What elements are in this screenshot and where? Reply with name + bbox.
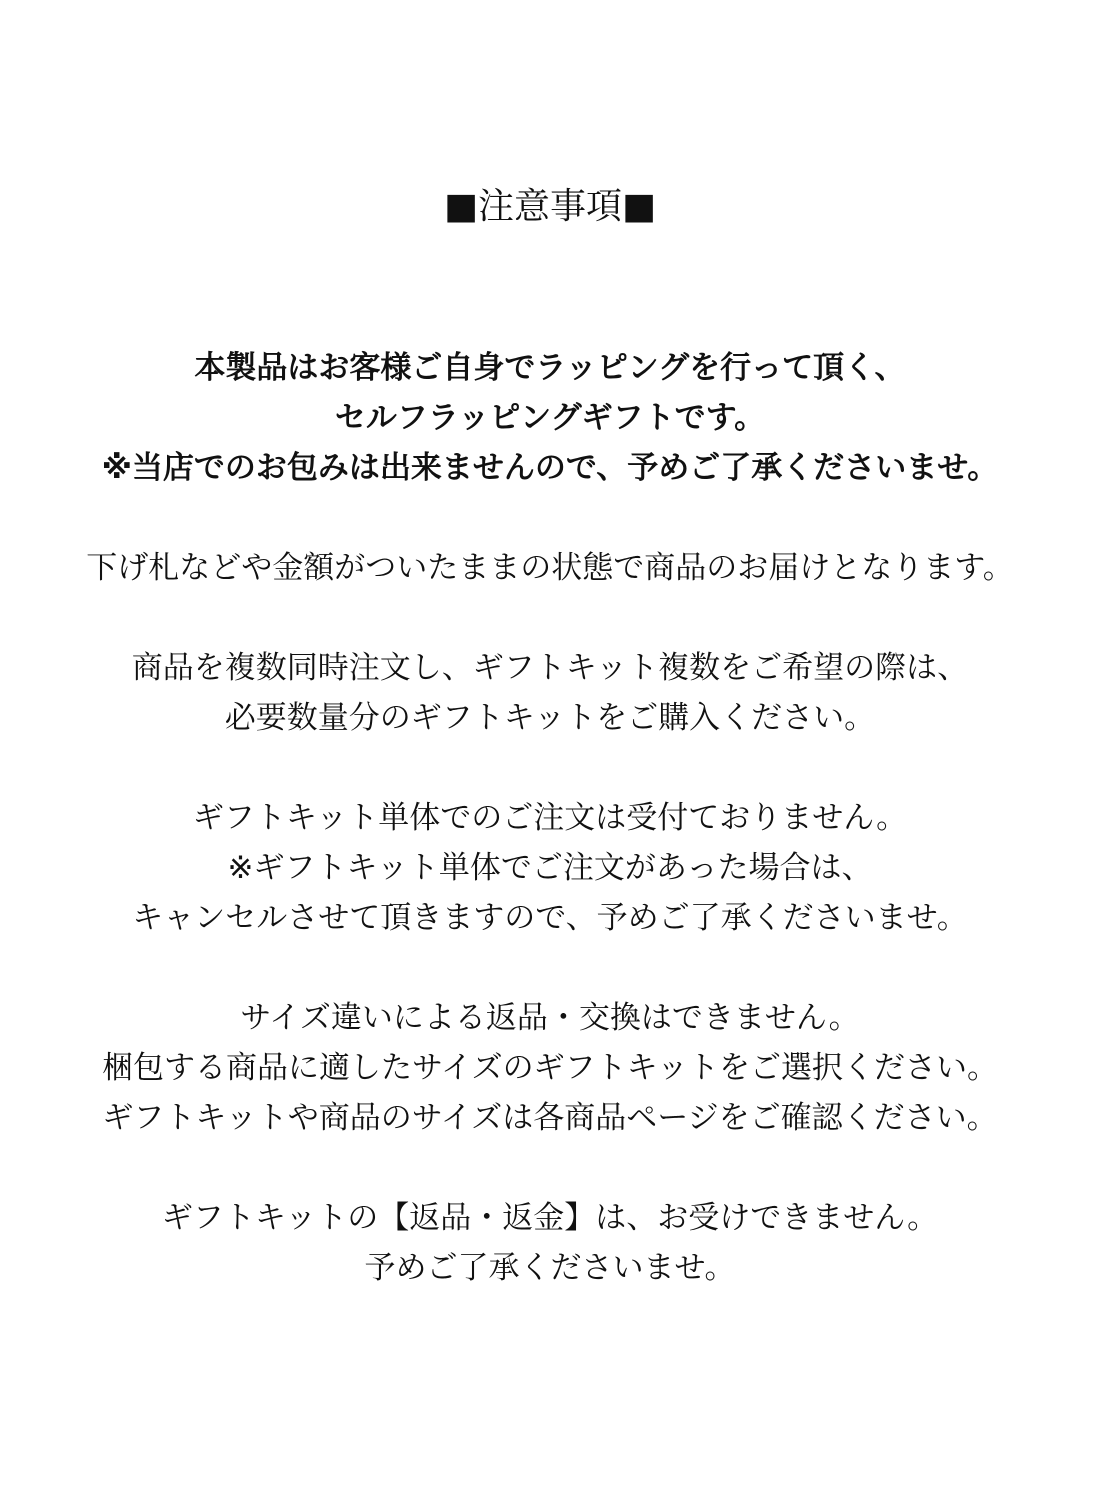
- single-kit-notice-line-2: ※ギフトキット単体でご注文があった場合は、: [227, 850, 873, 886]
- notice-title: ■注意事項■: [443, 186, 657, 227]
- self-wrapping-notice-line-2: セルフラッピングギフトです。: [334, 400, 766, 436]
- size-notice-line-1: サイズ違いによる返品・交換はできません。: [240, 1000, 860, 1036]
- multiple-order-notice-line-2: 必要数量分のギフトキットをご購入ください。: [224, 700, 876, 736]
- price-tag-notice-line: 下げ札などや金額がついたままの状態で商品のお届けとなります。: [86, 550, 1014, 586]
- self-wrapping-notice-line-3: ※当店でのお包みは出来ませんので、予めご了承くださいませ。: [101, 450, 999, 486]
- size-notice-line-2: 梱包する商品に適したサイズのギフトキットをご選択ください。: [102, 1050, 998, 1086]
- single-kit-notice-line-3: キャンセルさせて頂きますので、予めご了承くださいませ。: [132, 900, 968, 936]
- refund-notice-line-1: ギフトキットの【返品・返金】は、お受けできません。: [161, 1200, 939, 1236]
- refund-notice-line-2: 予めご了承くださいませ。: [364, 1250, 736, 1286]
- multiple-order-notice-line-1: 商品を複数同時注文し、ギフトキット複数をご希望の際は、: [131, 650, 969, 686]
- self-wrapping-notice-line-1: 本製品はお客様ご自身でラッピングを行って頂く、: [194, 350, 906, 386]
- single-kit-notice-line-1: ギフトキット単体でのご注文は受付ておりません。: [192, 800, 908, 836]
- size-notice-line-3: ギフトキットや商品のサイズは各商品ページをご確認ください。: [102, 1100, 998, 1136]
